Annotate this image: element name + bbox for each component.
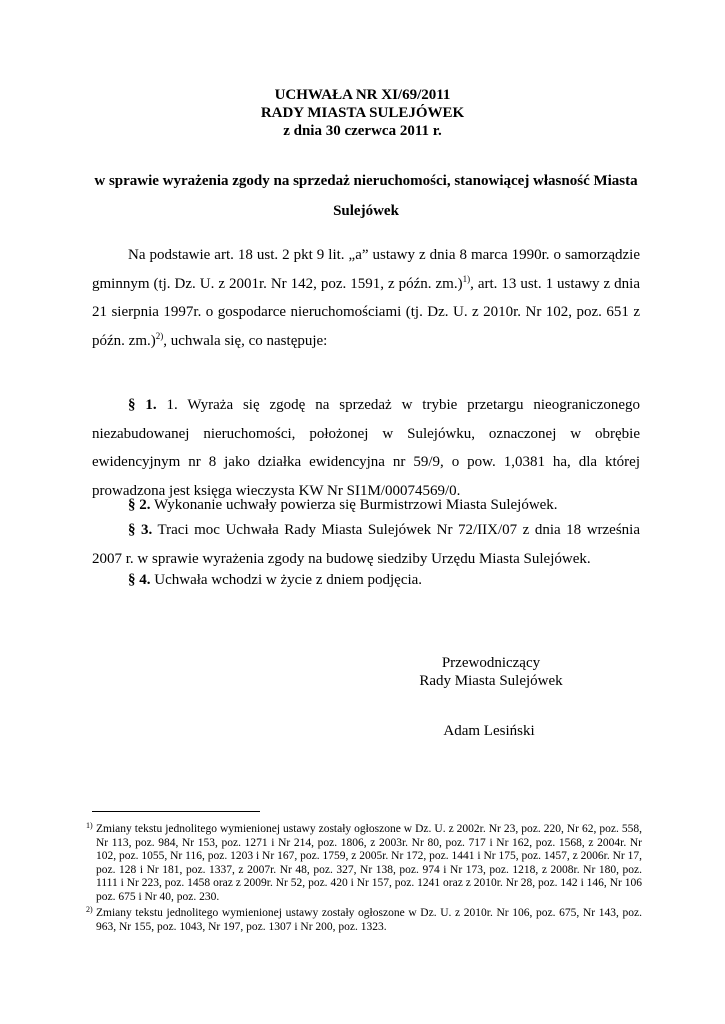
section-text: Wykonanie uchwały powierza się Burmistrzowi Miasta Sulejówek. [150, 497, 558, 513]
section-1 [92, 391, 640, 505]
document-title: UCHWAŁA NR XI/69/2011 [274, 87, 451, 103]
footnote-2 [86, 907, 642, 934]
footnote-text: Zmiany tekstu jednolitego wymienionej ustawy zostały ogłoszone w Dz. U. z 2002r. Nr 23, poz. 220, Nr 62, poz. 558, Nr 113, poz. 984, Nr 153, poz. 1271 i Nr 214, poz. 1806, z 2003r. Nr 80, poz. 717 i Nr 162, poz. 1568, z 2004r. Nr 102, poz. 1055, Nr 116, poz. 1203 i Nr 167, poz. 1759, z 2005r. Nr 172, poz. 1441 i Nr 175, poz. 1457, z 2006r. Nr 17, poz. 128 i Nr 181, poz. 1337, z 2007r. Nr 48, poz. 327, Nr 138, poz. 974 i Nr 173, poz. 1218, z 2008r. Nr 180, poz. 1111 i Nr 223, poz. 1458 oraz z 2009r. Nr 52, poz. 420 i Nr 157, poz. 1241 oraz z 2010r. Nr 28, poz. 142 i 146, Nr 106 poz. 675 i Nr 40, poz. 230. [96, 823, 642, 903]
signature-title-1: Przewodniczący [441, 655, 541, 671]
section-mark: § 2. [128, 497, 151, 513]
footnote-mark: 1) [86, 821, 93, 830]
footnote-ref-2: 2) [155, 330, 164, 341]
section-3 [92, 516, 640, 573]
section-mark: § 4. [128, 572, 151, 588]
footnote-separator [92, 811, 260, 812]
footnote-mark: 2) [86, 905, 93, 914]
footnote-1 [86, 823, 642, 905]
preamble-text-2: , art. 13 ust. 1 ustawy z dnia 21 sierpnia 1997r. o gospodarce nieruchomościami (tj. Dz. U. z 2010r. Nr 102, poz. 651 z późn. zm.) [92, 275, 640, 349]
document-date: z dnia 30 czerwca 2011 r. [283, 123, 442, 139]
preamble-text-1: Na podstawie art. 18 ust. 2 pkt 9 lit. „a” ustawy z dnia 8 marca 1990r. o samorządzie gminnym (tj. Dz. U. z 2001r. Nr 142, poz. 1591, z późn. zm.) [92, 247, 640, 292]
section-text: Uchwała wchodzi w życie z dniem podjęcia. [150, 572, 423, 588]
document-subject [92, 166, 640, 226]
section-mark: § 3. [128, 522, 153, 538]
subject-line-1: w sprawie wyrażenia zgody na sprzedaż nieruchomości, stanowiącej własność Miasta [94, 173, 638, 189]
preamble-text-3: , uchwala się, co następuje: [163, 332, 328, 349]
signatory-name: Adam Lesiński [443, 723, 535, 739]
subject-line-2: Sulejówek [333, 203, 399, 219]
section-text: Traci moc Uchwała Rady Miasta Sulejówek Nr 72/IIX/07 z dnia 18 września 2007 r. w sprawie wyrażenia zgody na budowę siedziby Urzędu Miasta Sulejówek. [92, 522, 640, 567]
footnote-text: Zmiany tekstu jednolitego wymienionej ustawy zostały ogłoszone w Dz. U. z 2010r. Nr 106, poz. 675, Nr 143, poz. 963, Nr 155, poz. 1043, Nr 197, poz. 1307 i Nr 200, poz. 1323. [96, 907, 642, 933]
signature-title-2: Rady Miasta Sulejówek [419, 673, 563, 689]
section-4 [92, 566, 640, 595]
section-text: 1. Wyraża się zgodę na sprzedaż w trybie przetargu nieograniczonego niezabudowanej nieruchomości, położonej w Sulejówku, oznaczonej w obrębie ewidencyjnym nr 8 jako działka ewidencyjna nr 59/9, o pow. 1,0381 ha, dla której prowadzona jest księga wieczysta KW Nr SI1M/00074569/0. [92, 397, 641, 499]
issuing-body: RADY MIASTA SULEJÓWEK [260, 105, 465, 121]
section-mark: § 1. [128, 397, 157, 413]
footnote-ref-1: 1) [462, 273, 471, 284]
preamble [92, 241, 640, 355]
